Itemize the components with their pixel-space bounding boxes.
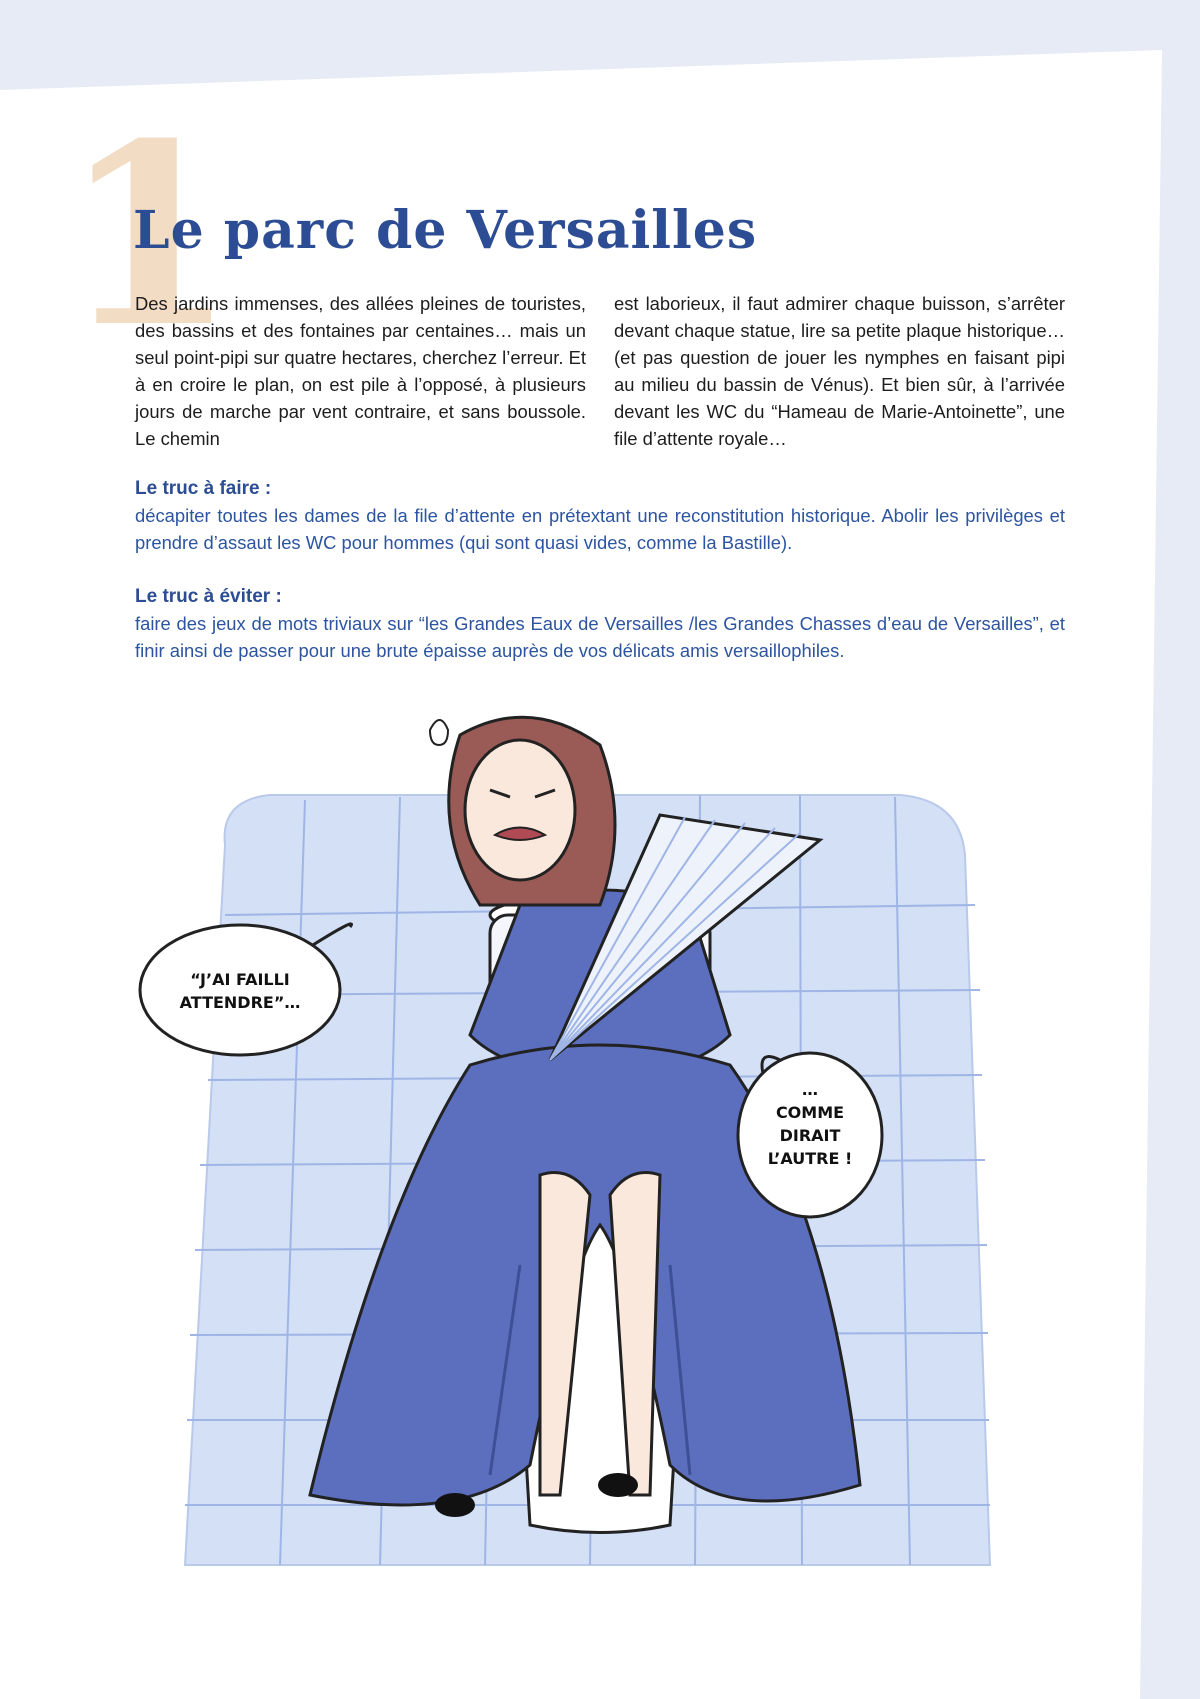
tip-do [135, 475, 1065, 556]
tip-do-heading: Le truc à faire : [135, 478, 272, 499]
tip-avoid-text: faire des jeux de mots triviaux sur “les Grandes Eaux de Versailles /les Grandes Chasses d’eau de Versailles”, et finir ainsi de passer pour une brute épaisse auprès de vos délicats amis versaillophiles. [135, 613, 1065, 661]
tip-avoid-heading: Le truc à éviter : [135, 586, 282, 607]
intro-column-1: Des jardins immenses, des allées pleines de touristes, des bassins et des fontaines par centaines… mais un seul point-pipi sur quatre hectares, cherchez l’erreur. Et à en croire le plan, on est pile à l’opposé, à plusieurs jours de marche par vent contraire, et sans boussole. Le chemin [135, 293, 586, 449]
speech-left-line2: ATTENDRE”… [179, 993, 301, 1012]
intro-column-2: est laborieux, il faut admirer chaque buisson, s’arrêter devant chaque statue, lire sa petite plaque historique… (et pas question de jouer les nymphes en faisant pipi au milieu du bassin de Vénus). Et bien sûr, à l’arrivée devant les WC du “Hameau de Marie-Antoinette”, une file d’attente royale… [614, 293, 1065, 449]
tip-avoid [135, 583, 1065, 664]
speech-right-line3: DIRAIT [779, 1126, 841, 1145]
tip-do-text: décapiter toutes les dames de la file d’attente en prétextant une reconstitution historique. Abolir les privilèges et prendre d’assaut les WC pour hommes (qui sont quasi vides, comme la Bastille). [135, 505, 1065, 553]
chapter-number: 1 [62, 88, 236, 382]
cartoon-illustration [130, 705, 1050, 1660]
speech-right-line1: … [802, 1080, 818, 1099]
intro-text [135, 290, 1065, 452]
speech-left-line1: “J’AI FAILLI [190, 970, 290, 989]
speech-bubble-right [738, 1053, 882, 1217]
page-title: Le parc de Versailles [133, 200, 758, 261]
speech-right-line2: COMME [775, 1103, 845, 1122]
speech-right-line4: L’AUTRE ! [767, 1149, 853, 1168]
